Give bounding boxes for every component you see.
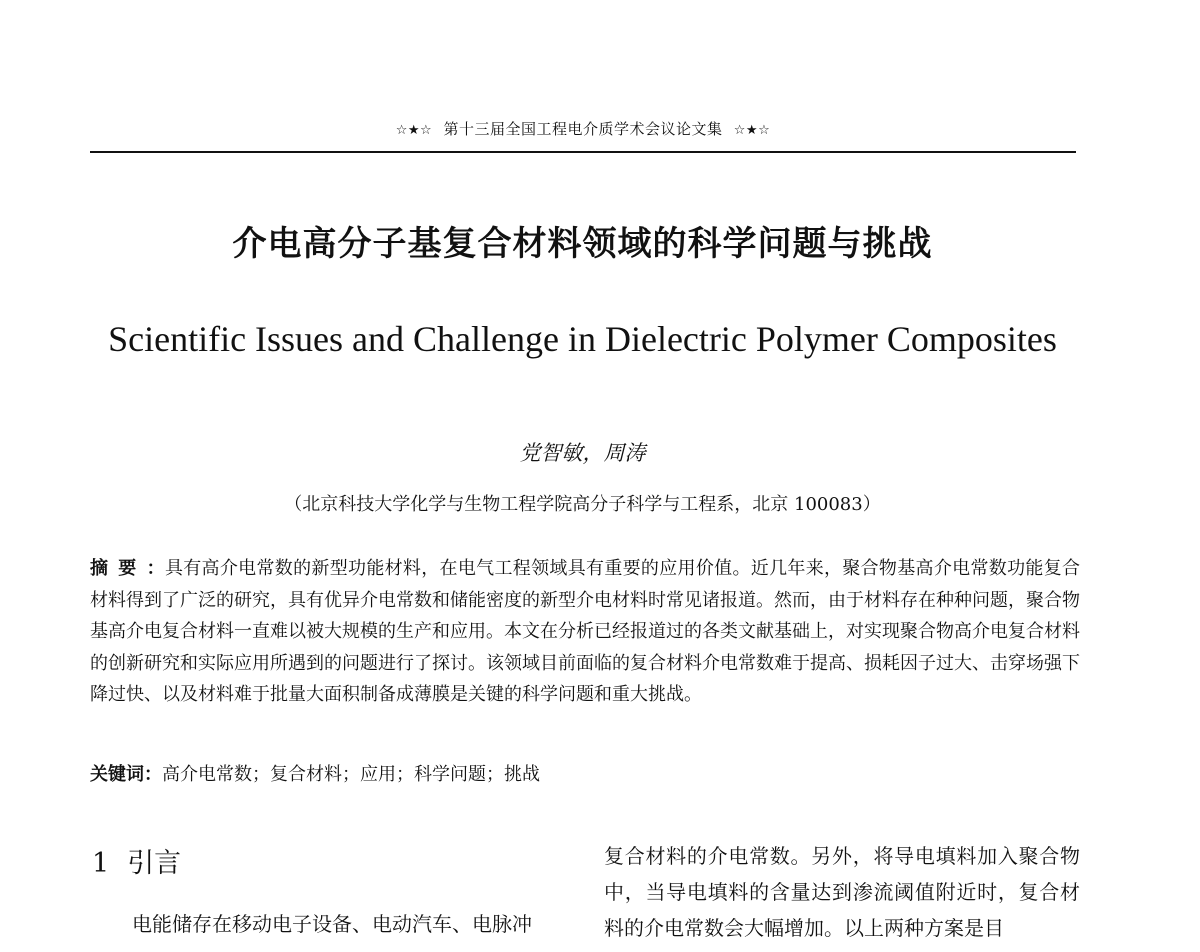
abstract: [90, 553, 1080, 711]
paper-title-chinese: 介电高分子基复合材料领域的科学问题与挑战: [232, 224, 933, 264]
keywords-text: 高介电常数；复合材料；应用；科学问题；挑战: [162, 764, 540, 785]
keywords-label: 关键词：: [90, 764, 162, 785]
section-number: 1: [92, 848, 110, 879]
section-heading-introduction: [92, 841, 181, 880]
affiliation: （北京科技大学化学与生物工程学院高分子科学与工程系，北京 100083）: [284, 494, 881, 515]
authors: 党智敏，周涛: [519, 441, 646, 465]
header-right-stars: ☆★☆: [733, 123, 771, 138]
body-column-right: [604, 838, 1080, 946]
body-column-left: [132, 906, 580, 942]
header-title: 第十三届全国工程电介质学术会议论文集: [443, 120, 723, 138]
paper-title-english: Scientific Issues and Challenge in Dielectric Polymer Composites: [108, 319, 1057, 359]
body-paragraph: 复合材料的介电常数。另外，将导电填料加入聚合物中，当导电填料的含量达到渗流阈值附近时，复合材料的介电常数会大幅增加。以上两种方案是目: [604, 844, 1080, 940]
body-paragraph: 电能储存在移动电子设备、电动汽车、电脉冲: [132, 912, 532, 936]
section-title: 引言: [127, 848, 182, 879]
header-left-stars: ☆★☆: [395, 123, 433, 138]
running-header: [90, 118, 1076, 139]
keywords: [90, 759, 1080, 791]
abstract-colon: ：: [146, 558, 165, 579]
header-rule: [90, 151, 1076, 153]
abstract-label: 摘要: [90, 558, 147, 579]
abstract-text: 具有高介电常数的新型功能材料，在电气工程领域具有重要的应用价值。近几年来，聚合物基高介电常数功能复合材料得到了广泛的研究，具有优异介电常数和储能密度的新型介电材料时常见诸报道。然而，由于材料存在种种问题，聚合物基高介电复合材料一直难以被大规模的生产和应用。本文在分析已经报道过的各类文献基础上，对实现聚合物高介电复合材料的创新研究和实际应用所遇到的问题进行了探讨。该领域目前面临的复合材料介电常数难于提高、损耗因子过大、击穿场强下降过快、以及材料难于批量大面积制备成薄膜是关键的科学问题和重大挑战。: [90, 558, 1081, 706]
